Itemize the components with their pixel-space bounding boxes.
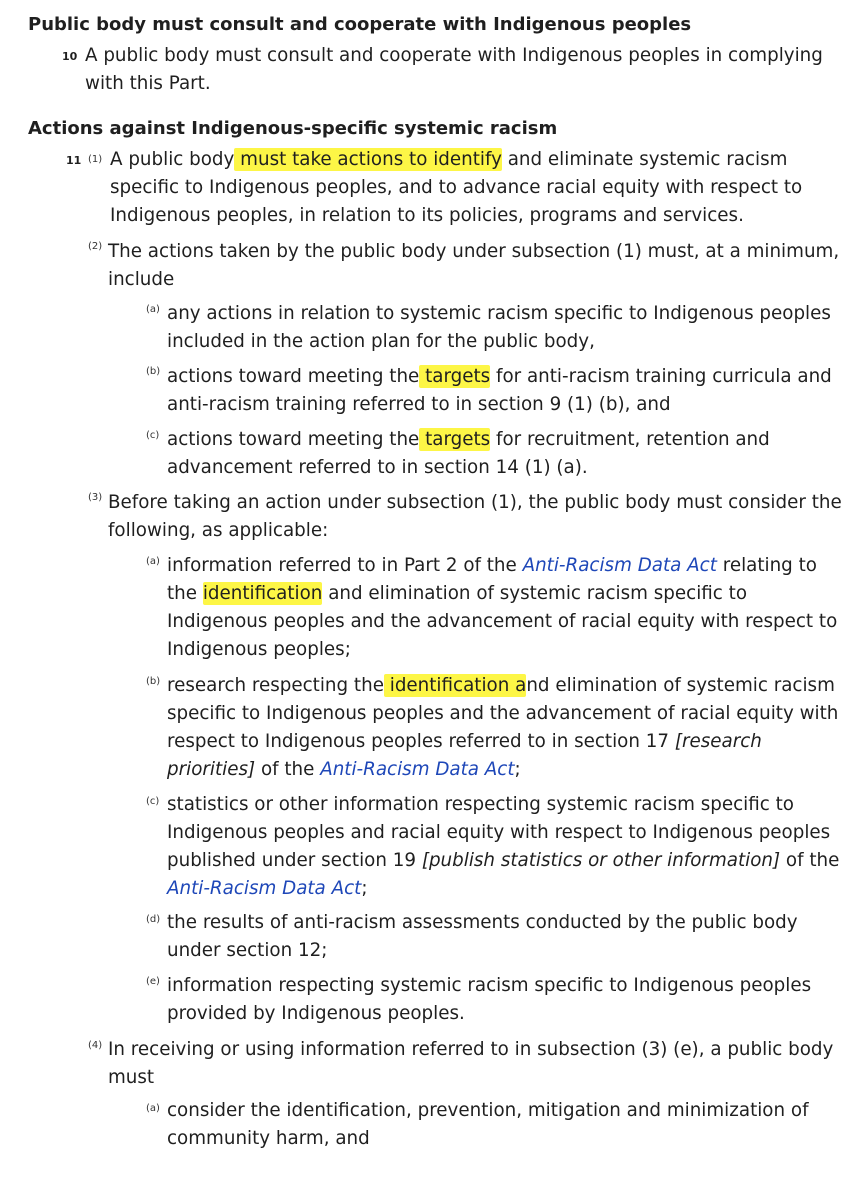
paragraph-line: Anti-Racism Data Act; [167, 878, 368, 899]
paragraph-line: consider the identification, prevention, mitigation and minimization of [167, 1100, 809, 1121]
paragraph-line: research respecting the identification and elimination of systemic racism [167, 675, 835, 696]
section-number: 11 [66, 154, 82, 167]
highlight: identification a [383, 675, 527, 696]
paragraph-line: included in the action plan for the public body, [167, 331, 595, 352]
highlight: targets [419, 429, 491, 450]
paragraph-line: provided by Indigenous peoples. [167, 1003, 465, 1024]
subsection-4-line: must [108, 1067, 155, 1088]
paragraph-line: advancement referred to in section 14 (1) (a). [167, 457, 588, 478]
paragraph-line: published under section 19 [publish statistics or other information] of the [167, 850, 840, 871]
paragraph-marker: (a) [146, 1103, 160, 1114]
paragraph-line: information referred to in Part 2 of the Anti-Racism Data Act relating to [167, 555, 817, 576]
highlight: must take actions to identify [234, 149, 502, 170]
section-10-text-line: A public body must consult and cooperate with Indigenous peoples in complying [85, 45, 823, 66]
subsection-2-line: The actions taken by the public body under subsection (1) must, at a minimum, [108, 241, 840, 262]
act-link[interactable]: Anti-Racism Data Act [167, 878, 362, 899]
subsection-marker: (2) [88, 241, 103, 252]
paragraph-marker: (b) [146, 366, 161, 377]
highlight: targets [419, 366, 491, 387]
paragraph-marker: (a) [146, 556, 160, 567]
paragraph-line: respect to Indigenous peoples referred to in section 17 [research [167, 731, 762, 752]
section-number: 10 [62, 50, 78, 63]
section-10-heading: Public body must consult and cooperate with Indigenous peoples [28, 14, 692, 35]
subsection-marker: (4) [88, 1040, 103, 1051]
paragraph-line: information respecting systemic racism specific to Indigenous peoples [167, 975, 812, 996]
paragraph-line: actions toward meeting the targets for anti-racism training curricula and [167, 366, 832, 387]
paragraph-line: Indigenous peoples; [167, 639, 351, 660]
paragraph-marker: (c) [146, 430, 160, 441]
paragraph-line: statistics or other information respecting systemic racism specific to [167, 794, 794, 815]
subsection-4-line: In receiving or using information referred to in subsection (3) (e), a public body [108, 1039, 834, 1060]
subsection-2-line: include [108, 269, 175, 290]
paragraph-line: specific to Indigenous peoples and the advancement of racial equity with [167, 703, 839, 724]
section-10-text-line: with this Part. [85, 73, 211, 94]
subsection-marker: (1) [88, 154, 103, 165]
act-link[interactable]: Anti-Racism Data Act [320, 759, 515, 780]
paragraph-line: community harm, and [167, 1128, 370, 1149]
paragraph-marker: (e) [146, 976, 160, 987]
highlight: identification [202, 583, 323, 604]
paragraph-marker: (b) [146, 676, 161, 687]
paragraph-line: under section 12; [167, 940, 328, 961]
act-link[interactable]: Anti-Racism Data Act [522, 555, 717, 576]
paragraph-marker: (a) [146, 304, 160, 315]
paragraph-line: the results of anti-racism assessments conducted by the public body [167, 912, 798, 933]
subsection-1-line: specific to Indigenous peoples, and to advance racial equity with respect to [110, 177, 803, 198]
subsection-1-line: Indigenous peoples, in relation to its policies, programs and services. [110, 205, 744, 226]
paragraph-line: priorities] of the Anti-Racism Data Act; [167, 759, 521, 780]
subsection-marker: (3) [88, 492, 103, 503]
paragraph-line: anti-racism training referred to in section 9 (1) (b), and [167, 394, 671, 415]
section-11-heading: Actions against Indigenous-specific systemic racism [28, 118, 558, 139]
paragraph-marker: (c) [146, 796, 160, 807]
subsection-3-line: following, as applicable: [108, 520, 329, 541]
paragraph-line: any actions in relation to systemic racism specific to Indigenous peoples [167, 303, 831, 324]
paragraph-line: actions toward meeting the targets for recruitment, retention and [167, 429, 770, 450]
paragraph-line: the identification and elimination of systemic racism specific to [167, 583, 748, 604]
subsection-3-line: Before taking an action under subsection (1), the public body must consider the [108, 492, 842, 513]
paragraph-line: Indigenous peoples and the advancement of racial equity with respect to [167, 611, 838, 632]
paragraph-marker: (d) [146, 914, 161, 925]
cropped-marker [146, 1162, 160, 1166]
subsection-1-line-1: A public body must take actions to identify and eliminate systemic racism [110, 149, 788, 170]
paragraph-line: Indigenous peoples and racial equity with respect to Indigenous peoples [167, 822, 831, 843]
